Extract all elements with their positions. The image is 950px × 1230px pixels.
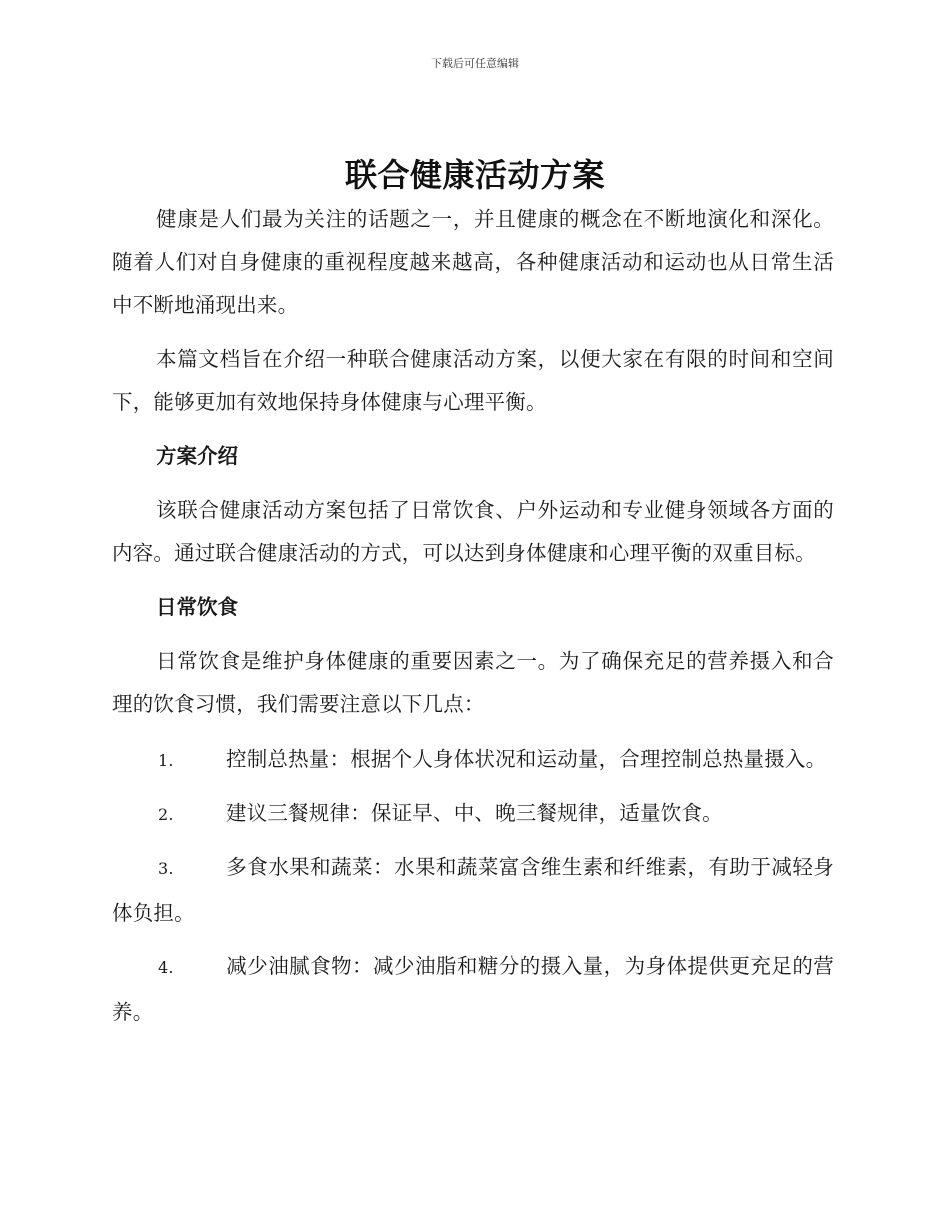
section-heading-daily-diet: 日常饮食 [156,595,238,619]
intro-paragraph-2: 本篇文档旨在介绍一种联合健康活动方案，以便大家在有限的时间和空间下，能够更加有效地保持身体健康与心理平衡。 [112,347,834,414]
section-heading-plan-intro: 方案介绍 [156,444,238,468]
document-title: 联合健康活动方案 [344,156,605,194]
list-item [112,737,834,783]
intro-paragraph-1: 健康是人们最为关注的话题之一，并且健康的概念在不断地演化和深化。随着人们对自身健康的重视程度越来越高，各种健康活动和运动也从日常生活中不断地涌现出来。 [112,207,834,317]
list-item [112,845,834,936]
list-item-number: 3. [158,859,174,878]
document-body [112,198,834,1043]
daily-diet-paragraph: 日常饮食是维护身体健康的重要因素之一。为了确保充足的营养摄入和合理的饮食习惯，我们需要注意以下几点： [112,649,834,716]
list-item-number: 2. [158,805,174,824]
list-item-text: 建议三餐规律：保证早、中、晚三餐规律，适量饮食。 [226,801,723,825]
page-header-note: 下载后可任意编辑 [431,57,519,70]
list-item-text: 减少油腻食物：减少油脂和糖分的摄入量，为身体提供更充足的营养。 [112,954,834,1024]
list-item-number: 4. [158,958,174,977]
list-item [112,791,834,837]
list-item-text: 控制总热量：根据个人身体状况和运动量，合理控制总热量摄入。 [226,747,827,771]
plan-intro-paragraph: 该联合健康活动方案包括了日常饮食、户外运动和专业健身领域各方面的内容。通过联合健康活动的方式，可以达到身体健康和心理平衡的双重目标。 [112,498,834,565]
list-item-text: 多食水果和蔬菜：水果和蔬菜富含维生素和纤维素，有助于减轻身体负担。 [112,855,834,925]
list-item-number: 1. [158,751,174,770]
list-item [112,944,834,1035]
